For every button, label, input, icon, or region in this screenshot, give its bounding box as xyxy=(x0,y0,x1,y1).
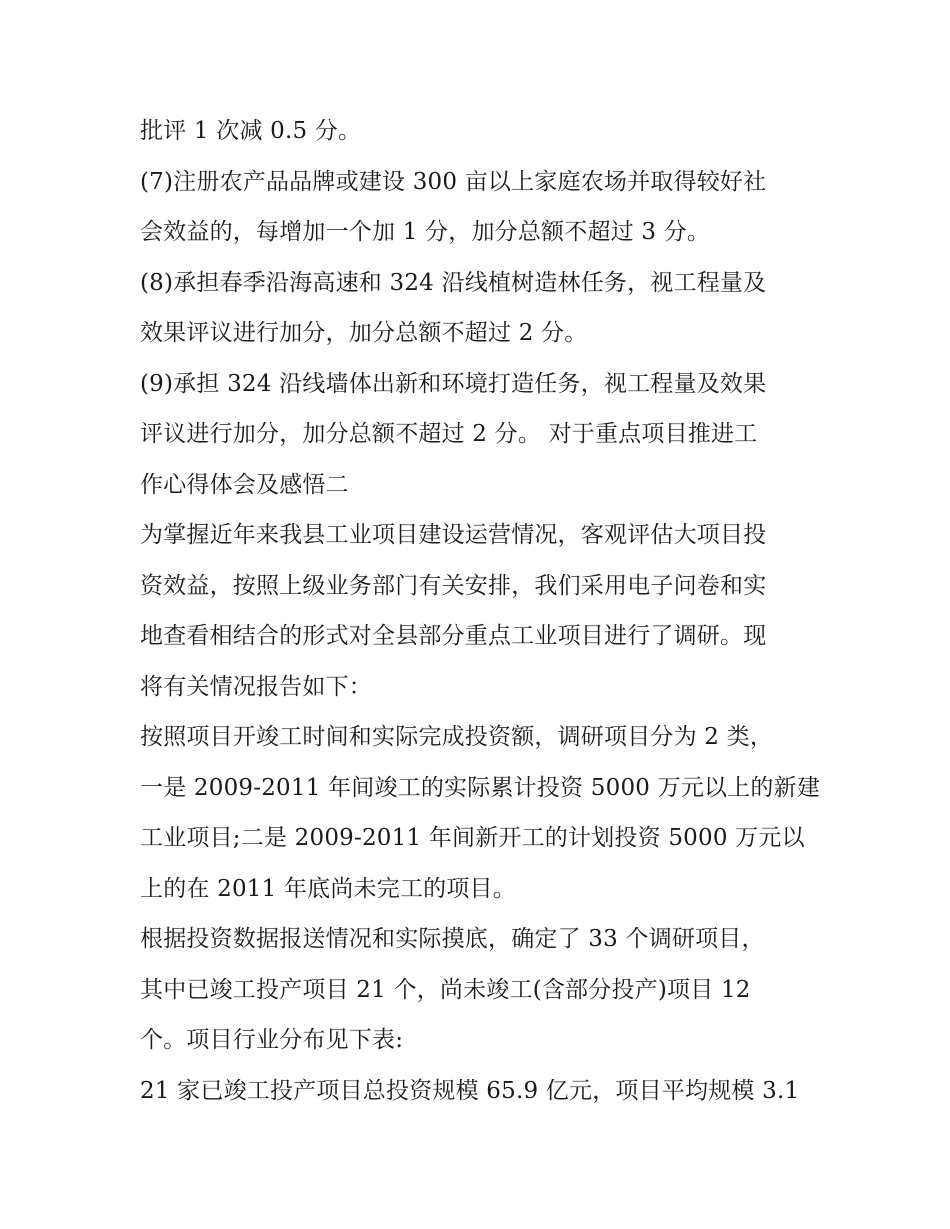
text-line: 资效益，按照上级业务部门有关安排，我们采用电子问卷和实 xyxy=(140,572,767,599)
text-line: 将有关情况报告如下： xyxy=(140,673,372,700)
text-line: (7)注册农产品品牌或建设 300 亩以上家庭农场并取得较好社 xyxy=(140,168,767,195)
document-body xyxy=(140,106,820,1116)
text-line: 其中已竣工投产项目 21 个，尚未竣工(含部分投产)项目 12 xyxy=(140,976,751,1003)
text-line: 工业项目;二是 2009-2011 年间新开工的计划投资 5000 万元以 xyxy=(140,825,805,851)
text-line: 地查看相结合的形式对全县部分重点工业项目进行了调研。现 xyxy=(140,623,767,649)
text-line: 21 家已竣工投产项目总投资规模 65.9 亿元，项目平均规模 3.1 xyxy=(140,1077,800,1104)
text-line: 一是 2009-2011 年间竣工的实际累计投资 5000 万元以上的新建 xyxy=(140,774,821,801)
text-line: 根据投资数据报送情况和实际摸底，确定了 33 个调研项目， xyxy=(140,926,765,952)
text-line: 为掌握近年来我县工业项目建设运营情况，客观评估大项目投 xyxy=(140,522,767,548)
text-line: 评议进行加分，加分总额不超过 2 分。 对于重点项目推进工 xyxy=(140,421,758,447)
text-line: 个。项目行业分布见下表: xyxy=(140,1027,404,1053)
text-line: 会效益的，每增加一个加 1 分，加分总额不超过 3 分。 xyxy=(140,219,711,245)
text-line: 批评 1 次减 0.5 分。 xyxy=(140,118,362,144)
text-line: (9)承担 324 沿线墙体出新和环境打造任务，视工程量及效果 xyxy=(140,370,767,397)
text-line: 按照项目开竣工时间和实际完成投资额，调研项目分为 2 类， xyxy=(140,724,774,750)
text-line: 上的在 2011 年底尚未完工的项目。 xyxy=(140,875,516,902)
text-line: 作心得体会及感悟二 xyxy=(140,471,349,498)
text-line: 效果评议进行加分，加分总额不超过 2 分。 xyxy=(140,320,588,346)
text-line: (8)承担春季沿海高速和 324 沿线植树造林任务，视工程量及 xyxy=(140,269,767,296)
